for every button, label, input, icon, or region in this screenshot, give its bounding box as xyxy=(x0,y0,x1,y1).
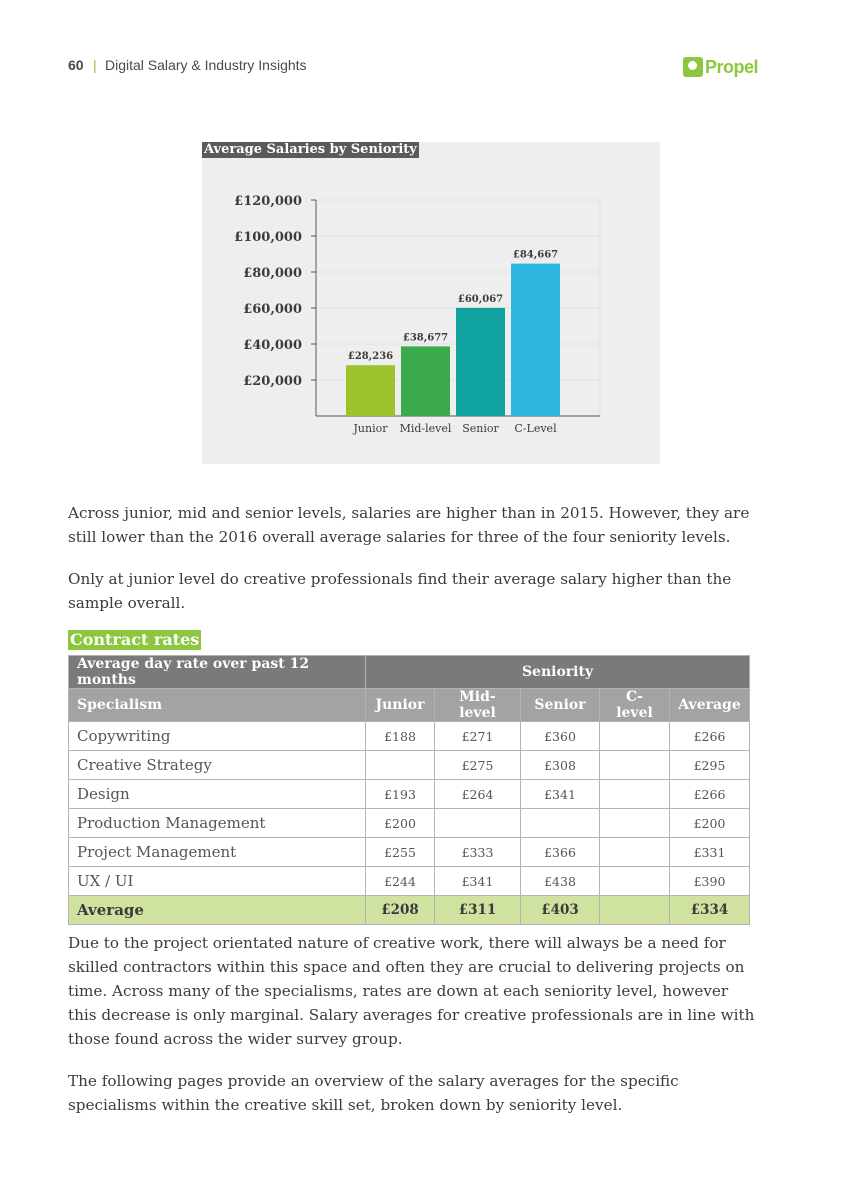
table-cell: £334 xyxy=(670,896,750,925)
table-cell: £266 xyxy=(670,780,750,809)
table-header-row xyxy=(69,689,750,722)
y-tick-label: £20,000 xyxy=(243,374,302,389)
column-header: Junior xyxy=(366,689,435,722)
table-cell: £390 xyxy=(670,867,750,896)
table-row xyxy=(69,838,750,867)
x-tick-label: Senior xyxy=(462,422,499,435)
table-cell: Average xyxy=(69,896,366,925)
table-cell: £193 xyxy=(366,780,435,809)
paragraph-junior-level: Only at junior level do creative professionals find their average salary higher than the sample overall. xyxy=(68,570,732,612)
paragraph-overview: The following pages provide an overview of the salary averages for the specific specialisms within the creative skill set, broken down by seniority level. xyxy=(68,1072,679,1114)
column-header: Senior xyxy=(521,689,600,722)
table-cell xyxy=(600,896,670,925)
data-label: £38,677 xyxy=(402,332,449,344)
table-cell: Design xyxy=(69,780,366,809)
table-cell xyxy=(600,780,670,809)
contract-rates-table xyxy=(68,655,750,925)
table-cell xyxy=(521,809,600,838)
data-label: £84,667 xyxy=(512,249,559,261)
chart-title: Average Salaries by Seniority xyxy=(204,142,417,157)
table-cell xyxy=(600,838,670,867)
seniority-group-header: Seniority xyxy=(366,656,750,689)
salary-chart xyxy=(202,142,660,464)
table-cell: £244 xyxy=(366,867,435,896)
paragraph-salary-comparison: Across junior, mid and senior levels, salaries are higher than in 2015. However, they are still lower than the 2016 overall average salaries for three of the four seniority levels. xyxy=(68,504,750,546)
bar xyxy=(401,346,450,416)
bar xyxy=(456,308,505,416)
table-cell: £341 xyxy=(521,780,600,809)
table-cell xyxy=(366,751,435,780)
contract-rates-heading: Contract rates xyxy=(70,630,200,649)
table-cell: £333 xyxy=(435,838,521,867)
y-tick-label: £80,000 xyxy=(243,266,302,281)
y-tick-label: £120,000 xyxy=(234,194,302,209)
table-cell: £200 xyxy=(366,809,435,838)
table-cell: £200 xyxy=(670,809,750,838)
column-header: Mid-level xyxy=(435,689,521,722)
document-title: Digital Salary & Industry Insights xyxy=(105,57,307,73)
chart-canvas xyxy=(202,142,660,464)
bar xyxy=(346,365,395,416)
table-cell: Project Management xyxy=(69,838,366,867)
table-cell: £311 xyxy=(435,896,521,925)
table-cell xyxy=(600,809,670,838)
table-cell: Production Management xyxy=(69,809,366,838)
table-cell: £360 xyxy=(521,722,600,751)
table-cell: £208 xyxy=(366,896,435,925)
table-row xyxy=(69,809,750,838)
bar xyxy=(511,264,560,416)
table-cell: £266 xyxy=(670,722,750,751)
propel-logo xyxy=(683,55,758,79)
data-label: £60,067 xyxy=(457,293,504,305)
table-row xyxy=(69,780,750,809)
table-cell: £255 xyxy=(366,838,435,867)
y-tick-label: £60,000 xyxy=(243,302,302,317)
page-header xyxy=(68,55,758,83)
table-cell: Copywriting xyxy=(69,722,366,751)
table-caption: Average day rate over past 12 months xyxy=(69,656,366,689)
table-cell: £275 xyxy=(435,751,521,780)
table-average-row xyxy=(69,896,750,925)
y-tick-label: £100,000 xyxy=(234,230,302,245)
table-row xyxy=(69,722,750,751)
column-header: C-level xyxy=(600,689,670,722)
table-cell xyxy=(600,722,670,751)
table-cell xyxy=(600,867,670,896)
column-header: Average xyxy=(670,689,750,722)
table-caption-row xyxy=(69,656,750,689)
x-tick-label: C-Level xyxy=(514,422,557,435)
data-label: £28,236 xyxy=(347,351,394,363)
column-header: Specialism xyxy=(69,689,366,722)
table-cell: £271 xyxy=(435,722,521,751)
table-cell: £308 xyxy=(521,751,600,780)
table-row xyxy=(69,751,750,780)
table-cell: £331 xyxy=(670,838,750,867)
table-cell: £366 xyxy=(521,838,600,867)
table-cell: UX / UI xyxy=(69,867,366,896)
table-cell xyxy=(435,809,521,838)
propel-logo-icon xyxy=(683,57,703,77)
page-number: 60 xyxy=(68,57,84,73)
table-cell: £188 xyxy=(366,722,435,751)
x-tick-label: Junior xyxy=(353,422,388,435)
table-cell: £264 xyxy=(435,780,521,809)
header-separator: | xyxy=(93,57,97,73)
table-row xyxy=(69,867,750,896)
table-cell: £295 xyxy=(670,751,750,780)
table-cell: Creative Strategy xyxy=(69,751,366,780)
logo-text: Propel xyxy=(704,56,758,77)
paragraph-contractors: Due to the project orientated nature of creative work, there will always be a need for skilled contractors within this space and often they are crucial to delivering projects on time. Across many of the specialisms, rates are down at each seniority level, however this decrease is only marginal. Salary averages for creative professionals are in line with those found across the wider survey group. xyxy=(68,934,755,1048)
y-tick-label: £40,000 xyxy=(243,338,302,353)
x-tick-label: Mid-level xyxy=(399,422,452,435)
table-cell: £403 xyxy=(521,896,600,925)
table-cell: £341 xyxy=(435,867,521,896)
table-cell xyxy=(600,751,670,780)
table-cell: £438 xyxy=(521,867,600,896)
